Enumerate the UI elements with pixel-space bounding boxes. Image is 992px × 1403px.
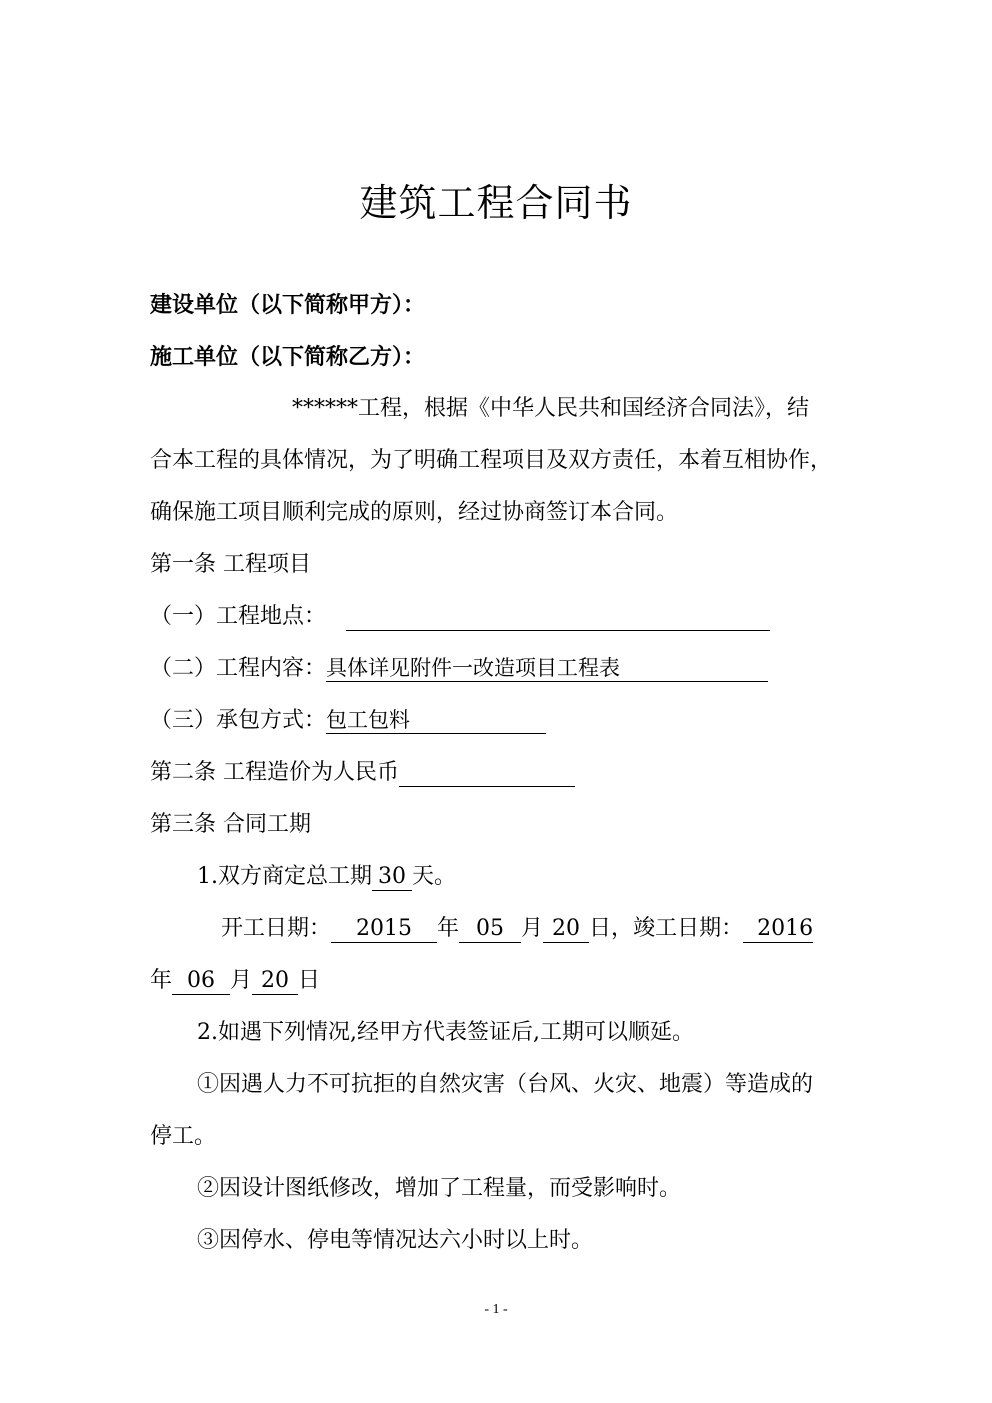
- start-day-char: 日，: [589, 916, 634, 941]
- article-2-row: [150, 758, 575, 788]
- end-year-value: 2016: [743, 916, 813, 943]
- project-content-value: 具体详见附件一改造项目工程表: [326, 655, 768, 682]
- condition-2: ②因设计图纸修改，增加了工程量，而受影响时。: [197, 1176, 682, 1201]
- duration-prefix: 1.双方商定总工期: [197, 864, 372, 889]
- start-year-value: 2015: [331, 916, 437, 943]
- end-day-char: 日: [298, 968, 321, 993]
- end-month-value: 06: [172, 968, 230, 995]
- document-title: 建筑工程合同书: [359, 181, 633, 225]
- project-content-label: （二）工程内容：: [150, 656, 327, 681]
- project-location-label: （一）工程地点：: [150, 604, 327, 629]
- duration-days-value: 30: [372, 864, 412, 891]
- contract-price-blank: [399, 760, 575, 787]
- start-month-value: 05: [459, 916, 521, 943]
- extension-clause: 2.如遇下列情况,经甲方代表签证后,工期可以顺延。: [197, 1020, 694, 1045]
- article-2-heading: 第二条 工程造价为人民币: [150, 760, 399, 785]
- end-date-label: 竣工日期：: [633, 916, 744, 941]
- intro-line-2: 合本工程的具体情况，为了明确工程项目及双方责任，本着互相协作，: [150, 448, 833, 473]
- project-location-blank: [346, 604, 770, 631]
- end-date-continued-row: [150, 966, 320, 996]
- duration-suffix: 天。: [412, 864, 457, 889]
- contract-method-value: 包工包料: [326, 707, 546, 734]
- article-1-heading: 第一条 工程项目: [150, 552, 311, 577]
- start-year-char: 年: [437, 916, 460, 941]
- contract-method-label: （三）承包方式：: [150, 708, 327, 733]
- intro-line-3: 确保施工项目顺利完成的原则，经过协商签订本合同。: [150, 500, 679, 525]
- start-month-char: 月: [521, 916, 544, 941]
- condition-3: ③因停水、停电等情况达六小时以上时。: [197, 1228, 594, 1253]
- start-day-value: 20: [543, 916, 589, 943]
- start-date-label: 开工日期：: [221, 916, 332, 941]
- end-month-char: 月: [230, 968, 253, 993]
- project-content-row: [150, 654, 768, 684]
- duration-row: [197, 862, 456, 892]
- owner-party-line: 建设单位（以下简称甲方）：: [150, 292, 426, 318]
- project-location-row: [150, 602, 770, 632]
- condition-1-line-1: ①因遇人力不可抗拒的自然灾害（台风、火灾、地震）等造成的: [197, 1072, 814, 1097]
- end-year-char: 年: [150, 968, 173, 993]
- page-number: - 1 -: [484, 1302, 508, 1317]
- intro-line-1: ******工程，根据《中华人民共和国经济合同法》，结: [292, 396, 810, 421]
- contract-method-row: [150, 706, 546, 736]
- condition-1-line-2: 停工。: [150, 1124, 217, 1149]
- contractor-party-line: 施工单位（以下简称乙方）：: [150, 344, 426, 370]
- article-3-heading: 第三条 合同工期: [150, 812, 311, 837]
- start-end-date-row: [221, 914, 813, 944]
- end-day-value: 20: [252, 968, 298, 995]
